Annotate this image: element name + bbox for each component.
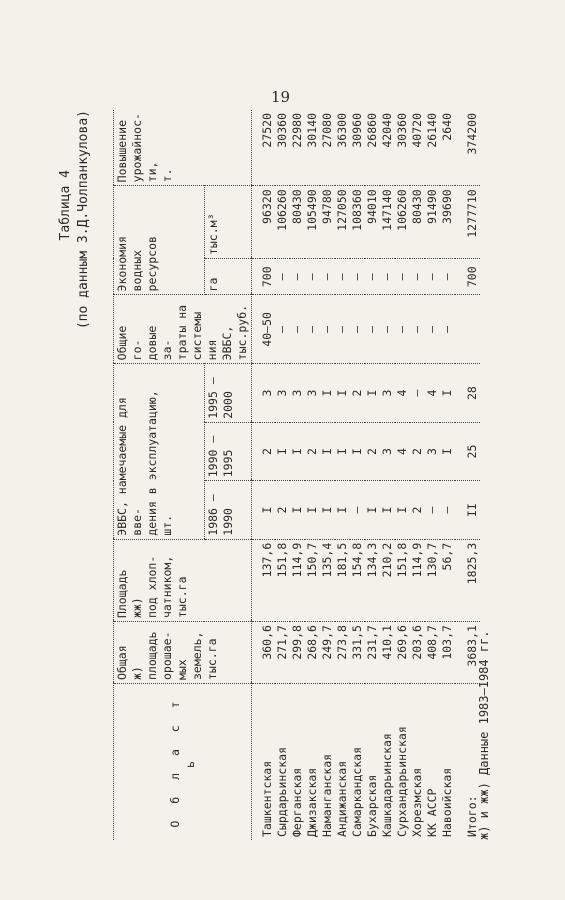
cell-cotton-area: 151,8 — [395, 539, 410, 621]
cell-costs: – — [335, 295, 350, 364]
cell-water-ha: – — [350, 259, 365, 295]
cell-period-3: – — [410, 364, 425, 422]
cell-region: Сурхандарьинская — [395, 726, 409, 837]
cell-total-area: 299,8 — [290, 622, 305, 684]
table-row — [410, 110, 425, 840]
cell-cotton-area: 56,7 — [440, 539, 455, 621]
cell-period-3: I — [440, 364, 455, 422]
cell-region: Ташкентская — [260, 760, 274, 837]
cell-water-ha: – — [275, 259, 290, 295]
cell-period-1: – — [425, 481, 440, 539]
cell-water-m3: 91490 — [425, 186, 440, 259]
cell-period-1: I — [320, 481, 335, 539]
cell-period-3: 2 — [350, 364, 365, 422]
header-period-3: 1995 – 2000 — [204, 364, 251, 422]
cell-period-3: 3 — [260, 364, 275, 422]
table-row — [335, 110, 350, 840]
rotated-table-frame — [57, 110, 507, 840]
cell-costs: – — [290, 295, 305, 364]
header-water-group: Экономия водных ресурсов — [114, 186, 205, 295]
cell-period-3: 4 — [425, 364, 440, 422]
total-cell-costs — [455, 295, 480, 364]
cell-costs: – — [425, 295, 440, 364]
table-row — [395, 110, 410, 840]
data-table — [113, 110, 480, 840]
cell-total-area: 268,6 — [305, 622, 320, 684]
cell-water-m3: 94780 — [320, 186, 335, 259]
cell-costs: – — [305, 295, 320, 364]
cell-yield: 27520 — [260, 110, 275, 186]
cell-water-ha: – — [365, 259, 380, 295]
cell-period-3: I — [335, 364, 350, 422]
cell-cotton-area: 181,5 — [335, 539, 350, 621]
header-period-1: 1986 – 1990 — [204, 481, 251, 539]
cell-period-2: 2 — [365, 422, 380, 480]
header-total-area: Общая ж) площадь орошае- мых земель, тыс.га — [114, 622, 252, 684]
cell-region: Ферганская — [290, 767, 304, 837]
cell-period-2: I — [275, 422, 290, 480]
table-row — [350, 110, 365, 840]
cell-period-2: 4 — [395, 422, 410, 480]
cell-water-ha: – — [425, 259, 440, 295]
cell-water-m3: 106260 — [395, 186, 410, 259]
cell-water-ha: – — [380, 259, 395, 295]
cell-total-area: 360,6 — [260, 622, 275, 684]
cell-cotton-area: 134,3 — [365, 539, 380, 621]
cell-water-m3: 80430 — [410, 186, 425, 259]
table-source: (по данным З.Д.Чолпанкулова) — [76, 110, 91, 330]
cell-region: Джизакская — [305, 767, 319, 837]
table-caption — [57, 110, 93, 840]
cell-total-area: 203,6 — [410, 622, 425, 684]
header-water-m3: тыс.м³ — [204, 186, 251, 259]
cell-costs: – — [410, 295, 425, 364]
cell-water-m3: 80430 — [290, 186, 305, 259]
cell-period-1: I — [290, 481, 305, 539]
cell-yield: 30360 — [395, 110, 410, 186]
cell-water-m3: 39690 — [440, 186, 455, 259]
cell-cotton-area: 151,8 — [275, 539, 290, 621]
table-row — [365, 110, 380, 840]
cell-costs: – — [440, 295, 455, 364]
cell-period-1: – — [350, 481, 365, 539]
table-row — [380, 110, 395, 840]
cell-yield: 42040 — [380, 110, 395, 186]
table-row — [260, 110, 275, 840]
cell-total-area: 408,7 — [425, 622, 440, 684]
cell-period-3: I — [320, 364, 335, 422]
cell-water-m3: 147140 — [380, 186, 395, 259]
footnote: ж) и жж) Данные 1983–1984 гг. — [477, 630, 491, 840]
cell-yield: 27080 — [320, 110, 335, 186]
cell-water-ha: – — [395, 259, 410, 295]
cell-costs: – — [365, 295, 380, 364]
cell-period-2: I — [290, 422, 305, 480]
cell-period-1: 2 — [275, 481, 290, 539]
total-cell-yield: 374200 — [455, 110, 480, 186]
cell-period-2: I — [335, 422, 350, 480]
cell-yield: 30960 — [350, 110, 365, 186]
cell-total-area: 103,7 — [440, 622, 455, 684]
cell-yield: 40720 — [410, 110, 425, 186]
cell-period-1: I — [365, 481, 380, 539]
cell-period-2: 2 — [305, 422, 320, 480]
cell-costs: – — [320, 295, 335, 364]
cell-cotton-area: 210,2 — [380, 539, 395, 621]
cell-water-ha: 700 — [260, 259, 275, 295]
total-cell-water-ha: 700 — [455, 259, 480, 295]
table-row — [425, 110, 440, 840]
cell-period-2: I — [440, 422, 455, 480]
total-cell-total-area: 3683,1 — [455, 622, 480, 684]
table-row — [320, 110, 335, 840]
table-row — [275, 110, 290, 840]
cell-water-ha: – — [440, 259, 455, 295]
cell-yield: 26860 — [365, 110, 380, 186]
cell-cotton-area: 114,9 — [290, 539, 305, 621]
cell-period-3: 3 — [380, 364, 395, 422]
cell-yield: 36300 — [335, 110, 350, 186]
cell-costs: – — [395, 295, 410, 364]
cell-period-1: I — [260, 481, 275, 539]
total-cell-region: Итого: — [465, 795, 479, 837]
cell-total-area: 249,7 — [320, 622, 335, 684]
cell-cotton-area: 114,9 — [410, 539, 425, 621]
cell-period-3: 3 — [290, 364, 305, 422]
total-cell-period-3: 28 — [455, 364, 480, 422]
cell-cotton-area: 150,7 — [305, 539, 320, 621]
spacer-row — [252, 110, 261, 840]
cell-period-1: I — [335, 481, 350, 539]
cell-cotton-area: 130,7 — [425, 539, 440, 621]
cell-water-m3: 108360 — [350, 186, 365, 259]
cell-costs: – — [350, 295, 365, 364]
table-body — [252, 110, 481, 840]
cell-total-area: 231,7 — [365, 622, 380, 684]
cell-region: Навоийская — [440, 767, 454, 837]
cell-period-3: 3 — [275, 364, 290, 422]
table-row — [440, 110, 455, 840]
header-costs: Общие го- довые за- траты на системы ния ЭВБС, тыс.руб. — [114, 295, 252, 364]
total-cell-period-2: 25 — [455, 422, 480, 480]
cell-total-area: 410,1 — [380, 622, 395, 684]
cell-water-m3: 105490 — [305, 186, 320, 259]
cell-region: Наманганская — [320, 753, 334, 837]
cell-period-2: 3 — [380, 422, 395, 480]
cell-water-m3: 94010 — [365, 186, 380, 259]
cell-total-area: 271,7 — [275, 622, 290, 684]
cell-region: Бухарская — [365, 774, 379, 837]
header-water-ha: га — [204, 259, 251, 295]
header-region: О б л а с т ь — [114, 684, 252, 841]
cell-period-1: – — [440, 481, 455, 539]
cell-yield: 2640 — [440, 110, 455, 186]
cell-region: Андижанская — [335, 760, 349, 837]
cell-water-m3: 106260 — [275, 186, 290, 259]
cell-period-1: 2 — [410, 481, 425, 539]
header-period-2: 1990 – 1995 — [204, 422, 251, 480]
cell-total-area: 269,6 — [395, 622, 410, 684]
cell-period-2: 2 — [260, 422, 275, 480]
cell-period-1: I — [305, 481, 320, 539]
cell-total-area: 331,5 — [350, 622, 365, 684]
cell-period-1: I — [395, 481, 410, 539]
cell-costs: – — [380, 295, 395, 364]
header-yield: Повышение урожайнос- ти, т. — [114, 110, 252, 186]
total-cell-cotton-area: 1825,3 — [455, 539, 480, 621]
cell-period-3: 4 — [395, 364, 410, 422]
total-cell-water-m3: 1277710 — [455, 186, 480, 259]
page-number: 19 — [271, 88, 291, 106]
cell-total-area: 273,8 — [335, 622, 350, 684]
cell-region: Хорезмская — [410, 767, 424, 837]
total-cell-period-1: II — [455, 481, 480, 539]
cell-costs: – — [275, 295, 290, 364]
cell-period-3: 3 — [305, 364, 320, 422]
cell-period-2: I — [320, 422, 335, 480]
cell-yield: 26140 — [425, 110, 440, 186]
cell-water-ha: – — [410, 259, 425, 295]
cell-period-2: 2 — [410, 422, 425, 480]
cell-region: Сырдарьинская — [275, 746, 289, 837]
cell-period-2: 3 — [425, 422, 440, 480]
cell-water-m3: 96320 — [260, 186, 275, 259]
table-row — [305, 110, 320, 840]
cell-water-ha: – — [290, 259, 305, 295]
table-row — [290, 110, 305, 840]
header-ewbs-group: ЭВБС, намечаемые для вве- дения в эксплуатацию, шт. — [114, 364, 205, 539]
cell-costs: 40–50 — [260, 295, 275, 364]
cell-water-ha: – — [320, 259, 335, 295]
table-title: Таблица 4 — [58, 170, 73, 241]
cell-period-2: I — [350, 422, 365, 480]
header-cotton-area: Площадь жж) под хлоп- чатником, тыс.га — [114, 539, 252, 621]
cell-water-ha: – — [305, 259, 320, 295]
cell-yield: 30140 — [305, 110, 320, 186]
cell-region: Самаркандская — [350, 746, 364, 837]
cell-region: Кашкадарьинская — [380, 733, 394, 837]
cell-period-1: I — [380, 481, 395, 539]
cell-cotton-area: 135,4 — [320, 539, 335, 621]
cell-yield: 30360 — [275, 110, 290, 186]
cell-cotton-area: 154,8 — [350, 539, 365, 621]
cell-cotton-area: 137,6 — [260, 539, 275, 621]
cell-water-ha: – — [335, 259, 350, 295]
cell-region: КК АССР — [425, 788, 439, 837]
cell-water-m3: 127050 — [335, 186, 350, 259]
cell-period-3: I — [365, 364, 380, 422]
cell-yield: 22980 — [290, 110, 305, 186]
